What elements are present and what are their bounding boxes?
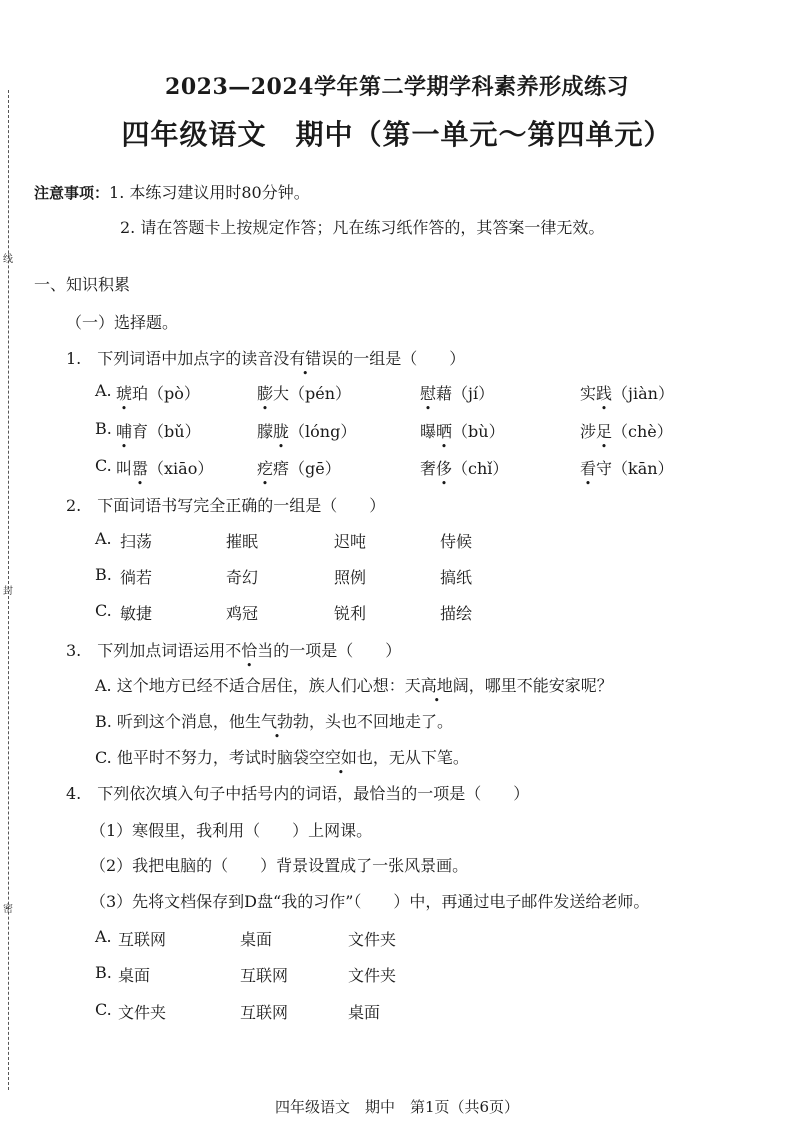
- notice-label: 注意事项：: [34, 184, 110, 202]
- q2-word: 迟吨: [334, 532, 367, 551]
- notice-line-1: [34, 180, 310, 203]
- q3-stem-b: 的一项是（ ）: [273, 641, 402, 660]
- q1-item: 哺育（bǔ）: [116, 422, 201, 441]
- q2-opt-a-label: A.: [95, 529, 112, 548]
- q1-item: 曝晒（bù）: [420, 422, 505, 441]
- q3-stem-dot: 不恰当: [225, 641, 274, 660]
- q1-opt-c-label: C.: [95, 456, 112, 475]
- q1-stem: [66, 346, 465, 369]
- q4-sentence-3: （3）先将文档保存到D盘“我的习作”（ ）中，再通过电子邮件发送给老师。: [90, 892, 650, 911]
- q4-sentence-2: （2）我把电脑的（ ）背景设置成了一张风景画。: [90, 856, 469, 875]
- q1-item: 疙瘩（gē）: [257, 459, 341, 478]
- q4-opt-a-label: A.: [95, 927, 112, 946]
- q3-option-c: C. 他平时不努力，考试时脑袋空空如也，无从下笔。: [95, 748, 469, 767]
- q4-word: 文件夹: [118, 1003, 167, 1022]
- q4-word: 互联网: [118, 930, 167, 949]
- q2-word: 奇幻: [226, 568, 259, 587]
- q4-word: 桌面: [118, 966, 151, 985]
- q1-item: 琥珀（pò）: [116, 384, 200, 403]
- q1-opt-a-label: A.: [95, 381, 112, 400]
- q1-item: 实践（jiàn）: [580, 384, 674, 403]
- q4-opt-b-label: B.: [95, 963, 112, 982]
- q2-word: 侍候: [440, 532, 473, 551]
- q1-stem-a: 1. 下列词语中加点字的读音: [66, 349, 274, 368]
- q2-word: 扫荡: [120, 532, 153, 551]
- q2-opt-c-label: C.: [95, 601, 112, 620]
- q2-word: 鸡冠: [226, 604, 259, 623]
- q4-sentence-1: （1）寒假里，我利用（ ）上网课。: [90, 821, 373, 840]
- q2-opt-b-label: B.: [95, 565, 112, 584]
- page-footer: 四年级语文 期中 第1页（共6页）: [274, 1098, 520, 1116]
- q2-word: 锐利: [334, 604, 367, 623]
- q2-word: 描绘: [440, 604, 473, 623]
- q4-word: 文件夹: [348, 930, 397, 949]
- q1-item: 朦胧（lóng）: [257, 422, 357, 441]
- q4-word: 互联网: [240, 966, 289, 985]
- q4-opt-c-label: C.: [95, 1000, 112, 1019]
- exam-title: 2023—2024学年第二学期学科素养形成练习: [165, 74, 629, 100]
- exam-subtitle: 四年级语文 期中（第一单元～第四单元）: [121, 118, 673, 151]
- q4-word: 桌面: [348, 1003, 381, 1022]
- q4-word: 互联网: [240, 1003, 289, 1022]
- q3-option-a: A. 这个地方已经不适合居住，族人们心想：天高地阔，哪里不能安家呢？: [95, 676, 613, 695]
- q1-item: 叫嚣（xiāo）: [116, 459, 214, 478]
- q4-stem: 4. 下列依次填入句子中括号内的词语，最恰当的一项是（ ）: [66, 784, 530, 803]
- q1-opt-b-label: B.: [95, 419, 112, 438]
- binding-mark-feng: 封: [3, 586, 13, 597]
- q1-item: 奢侈（chǐ）: [420, 459, 509, 478]
- q2-stem: 2. 下面词语书写完全正确的一组是（ ）: [66, 496, 386, 515]
- binding-mark-mi: 密: [3, 904, 13, 915]
- binding-mark-xian: 线: [3, 254, 13, 265]
- q2-word: 敏捷: [120, 604, 153, 623]
- q4-word: 桌面: [240, 930, 273, 949]
- q1-stem-b: 的一组是（ ）: [337, 349, 466, 368]
- q2-word: 搞纸: [440, 568, 473, 587]
- q2-word: 摧眠: [226, 532, 259, 551]
- q1-item: 看守（kān）: [580, 459, 674, 478]
- q1-item: 涉足（chè）: [580, 422, 673, 441]
- subsection-title: （一）选择题。: [66, 313, 179, 332]
- q3-option-b: B. 听到这个消息，他生气勃勃，头也不回地走了。: [95, 712, 453, 731]
- notice-line-2: 2. 请在答题卡上按规定作答；凡在练习纸作答的，其答案一律无效。: [120, 218, 605, 237]
- q1-stem-dot: 没有错误: [273, 349, 338, 368]
- notice-text-1: 1. 本练习建议用时80分钟。: [109, 183, 310, 202]
- section-title: 一、知识积累: [34, 275, 131, 294]
- q1-item: 慰藉（jí）: [420, 384, 495, 403]
- q3-stem: [66, 638, 401, 661]
- q1-item: 膨大（pén）: [257, 384, 352, 403]
- q2-word: 照例: [334, 568, 367, 587]
- q4-word: 文件夹: [348, 966, 397, 985]
- q3-stem-a: 3. 下列加点词语运用: [66, 641, 226, 660]
- q2-word: 徜若: [120, 568, 153, 587]
